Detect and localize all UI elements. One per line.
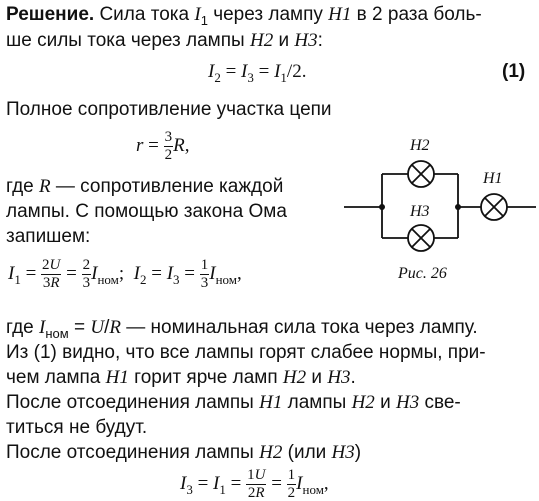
lamp-h2-label: H2: [410, 137, 430, 154]
solution-heading: Решение.: [6, 4, 95, 25]
left-junction-dot: [379, 204, 385, 210]
solution-line-9: чем лампа H1 горит ярче ламп H2 и H3.: [6, 367, 356, 388]
lamp-h1-icon: [481, 194, 507, 220]
equation-1-tag: (1): [502, 61, 526, 82]
lamp-h2-icon: [408, 161, 434, 187]
solution-line-5: лампы. С помощью закона Ома: [6, 201, 287, 222]
solution-line-7: где $I_{ном} = U/R$ — номинальная сила тока через лампу.: [6, 317, 478, 341]
solution-line-11: титься не будут.: [6, 417, 148, 438]
figure-caption: Рис. 26: [398, 265, 447, 282]
equation-1: $I_2 = I_3 = I_1/2$.: [208, 61, 307, 85]
lamp-h3-icon: [408, 225, 434, 251]
solution-line-8: Из (1) видно, что все лампы горят слабее нормы, при-: [6, 342, 486, 363]
final-formula: $I_3 = I_1$ = $\frac{1U}{2R}$ = $\frac{1}{2}$ $I_{ном}$,: [180, 467, 329, 501]
solution-line-1: Решение. Сила тока $I_1$ через лампу H1 в 2 раза боль-: [6, 4, 482, 28]
solution-line-12: После отсоединения лампы H2 (или H3): [6, 442, 362, 463]
resistance-formula: r = $\frac{3}{2}$ R,: [136, 129, 190, 163]
lamp-h3-label: H3: [410, 203, 430, 220]
solution-line-4: где R — сопротивление каждой: [6, 176, 284, 197]
right-junction-dot: [455, 204, 461, 210]
solution-line-10: После отсоединения лампы H1 лампы H2 и H3 све-: [6, 392, 461, 413]
solution-line-2: ше силы тока через лампы H2 и H3:: [6, 30, 323, 51]
solution-line-3: Полное сопротивление участка цепи: [6, 99, 332, 120]
ohm-law-formula: $I_1$ = $\frac{2U}{3R}$ = $\frac{2}{3}$ $I_{ном}$; $I_2 = I_3$ = $\frac{1}{3}$ $I_{ном}$,: [8, 257, 242, 291]
lamp-h1-label: H1: [483, 170, 503, 187]
solution-line-6: запишем:: [6, 226, 91, 247]
circuit-diagram: [340, 130, 539, 285]
